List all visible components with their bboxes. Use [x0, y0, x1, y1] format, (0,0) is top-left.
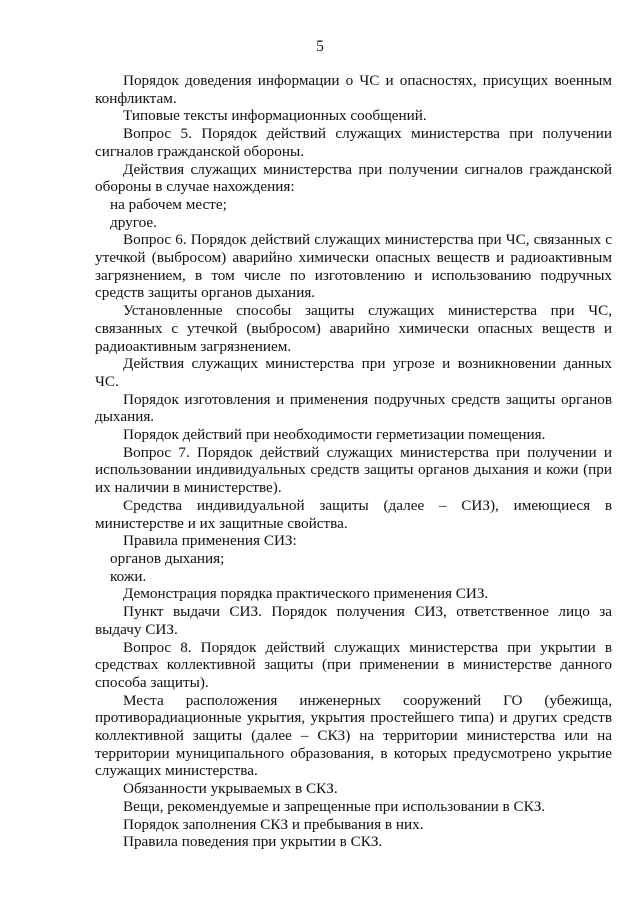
paragraph: Правила поведения при укрытии в СКЗ.	[123, 833, 383, 851]
paragraph: Правила применения СИЗ:	[123, 532, 297, 550]
paragraph: Обязанности укрываемых в СКЗ.	[123, 780, 338, 798]
paragraph: Порядок изготовления и применения подручных средств защиты органов дыхания.	[95, 390, 612, 426]
paragraph: Средства индивидуальной защиты (далее – СИЗ), имеющиеся в министерстве и их защитные свойства.	[95, 496, 612, 532]
paragraph: Порядок действий при необходимости герметизации помещения.	[123, 426, 546, 444]
paragraph: Вопрос 6. Порядок действий служащих министерства при ЧС, связанных с утечкой (выбросом) аварийно химически опасных веществ и радиоактивным загрязнением, в том числе по изготовлению и использованию подручных средств защиты органов дыхания.	[95, 231, 612, 302]
paragraph: Демонстрация порядка практического применения СИЗ.	[123, 585, 489, 603]
list-item: на рабочем месте;	[110, 195, 227, 213]
paragraph: Вещи, рекомендуемые и запрещенные при использовании в СКЗ.	[123, 797, 546, 815]
paragraph: Порядок заполнения СКЗ и пребывания в них.	[123, 815, 424, 833]
paragraph: Порядок доведения информации о ЧС и опасностях, присущих военным конфликтам.	[95, 72, 612, 107]
paragraph: Вопрос 5. Порядок действий служащих министерства при получении сигналов гражданской обороны.	[95, 125, 612, 160]
list-item: другое.	[110, 213, 157, 231]
document-body	[95, 72, 612, 851]
paragraph: Пункт выдачи СИЗ. Порядок получения СИЗ, ответственное лицо за выдачу СИЗ.	[95, 603, 612, 638]
paragraph: Действия служащих министерства при получении сигналов гражданской обороны в случае нахождения:	[95, 160, 612, 196]
list-item: кожи.	[110, 567, 147, 585]
paragraph: Места расположения инженерных сооружений ГО (убежища, противорадиационные укрытия, укрытия простейшего типа) и других средств коллективной защиты (далее – СКЗ) на территории министерства или на территории муниципального образования, в которых предусмотрено укрытие служащих министерства.	[95, 691, 612, 780]
paragraph: Типовые тексты информационных сообщений.	[123, 107, 427, 125]
paragraph: Установленные способы защиты служащих министерства при ЧС, связанных с утечкой (выбросом) аварийно химически опасных веществ и радиоактивным загрязнением.	[95, 302, 612, 355]
paragraph: Действия служащих министерства при угрозе и возникновении данных ЧС.	[95, 355, 612, 390]
list-item: органов дыхания;	[110, 549, 225, 567]
paragraph: Вопрос 7. Порядок действий служащих министерства при получении и использовании индивидуальных средств защиты органов дыхания и кожи (при их наличии в министерстве).	[95, 443, 612, 497]
page-number: 5	[316, 38, 324, 55]
paragraph: Вопрос 8. Порядок действий служащих министерства при укрытии в средствах коллективной защиты (при применении в министерстве данного способа защиты).	[95, 638, 612, 691]
